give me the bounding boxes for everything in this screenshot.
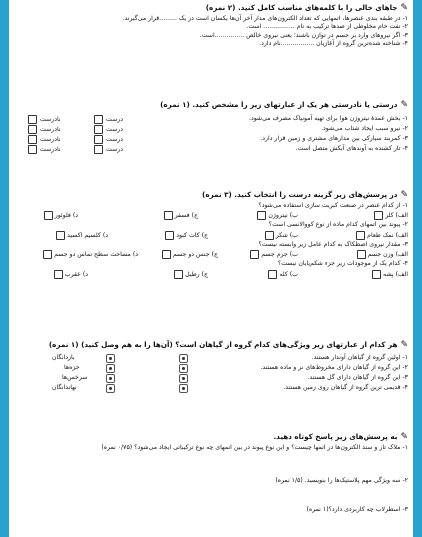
tf-statement: ۲- نیرو سبب ایجاد شتاب می‌شود. bbox=[321, 125, 408, 132]
mc-checkbox[interactable] bbox=[165, 231, 174, 240]
mc-checkbox[interactable] bbox=[174, 270, 183, 279]
section-multiple-choice bbox=[14, 190, 408, 280]
mc-option[interactable] bbox=[250, 250, 298, 259]
mc-option-label: الف) پشه bbox=[383, 270, 408, 278]
mc-option[interactable] bbox=[174, 270, 208, 279]
mc-option-label: الف) وزن جسم bbox=[367, 251, 408, 259]
tf-true-label: درست bbox=[106, 116, 124, 123]
match-statement: ۴- قدیمی ترین گروه از گیاهان روی زمین هستند. bbox=[283, 384, 408, 391]
mc-question: ۳- مقدار نیروی اصطکاک به کدام عامل زیر وابسته نیست؟ bbox=[258, 240, 408, 248]
tf-true-label: درست bbox=[106, 146, 124, 153]
question-line: ۲- نفت خام مخلوطی از صدها ترکیب به نام ................ است. bbox=[246, 23, 408, 31]
mc-option[interactable] bbox=[162, 250, 218, 259]
mc-checkbox[interactable] bbox=[357, 250, 366, 259]
mc-option[interactable] bbox=[372, 270, 408, 279]
question-line: ۴- شناخته شده‌ترین گروه از آغازیان .................نام دارد. bbox=[259, 40, 408, 48]
mc-option-label: د) فلوئور bbox=[54, 212, 78, 220]
mc-option[interactable] bbox=[268, 270, 298, 279]
match-row bbox=[14, 353, 408, 363]
exam-content bbox=[14, 0, 408, 537]
mc-option[interactable] bbox=[357, 250, 408, 259]
mc-option[interactable] bbox=[43, 250, 138, 259]
mc-options bbox=[14, 210, 408, 221]
mc-option-label: ب) نیتروژن bbox=[268, 212, 298, 220]
mc-options bbox=[14, 249, 408, 260]
match-option: سرخس‌ها bbox=[62, 374, 88, 381]
mc-option[interactable] bbox=[374, 211, 408, 220]
tf-true-checkbox[interactable] bbox=[94, 115, 103, 124]
mc-checkbox[interactable] bbox=[257, 211, 266, 220]
tf-statement: ۱- بخش عمدهٔ نیتروژن هوا برای تهیه آمونیاک مصرف می‌شود. bbox=[249, 115, 408, 122]
tf-true-label: درست bbox=[106, 126, 124, 133]
match-statement: ۲- این گروه از گیاهان دارای مخروط‌های نر و ماده هستند. bbox=[260, 364, 408, 371]
match-right-dot[interactable] bbox=[106, 384, 115, 393]
tf-statement: ۳- کمربند سیارکی بین مدارهای مشتری و زمین قرار دارد. bbox=[260, 135, 408, 142]
tf-true-option[interactable] bbox=[94, 125, 123, 134]
match-left-dot[interactable] bbox=[179, 374, 188, 383]
mc-option-label: ج) کات کبود bbox=[176, 231, 208, 239]
mc-checkbox[interactable] bbox=[44, 211, 53, 220]
tf-row bbox=[14, 124, 408, 134]
mc-checkbox[interactable] bbox=[56, 231, 65, 240]
tf-true-option[interactable] bbox=[94, 145, 123, 154]
match-left-dot[interactable] bbox=[179, 354, 188, 363]
mc-options bbox=[14, 230, 408, 241]
match-statement: ۱- اولین گروه از گیاهان آوندار هستند. bbox=[311, 354, 408, 361]
tf-row bbox=[14, 134, 408, 144]
tf-false-checkbox[interactable] bbox=[28, 115, 37, 124]
page-border-right bbox=[413, 0, 422, 537]
mc-option-label: ب) جرم جسم bbox=[261, 251, 298, 259]
match-right-dot[interactable] bbox=[106, 374, 115, 383]
section-title: در پرسش‌های زیر گزینه درست را انتخاب کنید. (۳ نمره) bbox=[202, 190, 398, 199]
mc-option[interactable] bbox=[44, 211, 78, 220]
mc-option-label: ج) جنس دو جسم bbox=[172, 251, 218, 259]
mc-checkbox[interactable] bbox=[372, 270, 381, 279]
mc-option-label: ج) رطیل bbox=[185, 270, 208, 278]
section-title: هر کدام از عبارتهای زیر ویژگی‌های کدام گروه از گیاهان است؟ (آن‌ها را به هم وصل کنید) (۱ نمره) bbox=[48, 340, 398, 349]
mc-option-label: د) کلسیم اکسید bbox=[67, 231, 108, 239]
mc-option-label: الف) کلر bbox=[385, 212, 408, 220]
page-border-left bbox=[0, 0, 9, 537]
short-answer-q2-block bbox=[14, 477, 408, 485]
short-answer-question: ۳- اسطرلاب چه کاربردی دارد؟(۱ نمره) bbox=[306, 506, 408, 513]
mc-checkbox[interactable] bbox=[356, 231, 365, 240]
mc-question: ۲- پیوند بین اتمهای کدام ماده از نوع کووالانسی است؟ bbox=[268, 221, 408, 229]
mc-option-label: الف) نمک طعام bbox=[367, 231, 408, 239]
tf-false-checkbox[interactable] bbox=[28, 135, 37, 144]
mc-option-label: ب) کله bbox=[279, 270, 298, 278]
tf-row bbox=[14, 114, 408, 124]
mc-option[interactable] bbox=[56, 231, 108, 240]
mc-checkbox[interactable] bbox=[54, 270, 63, 279]
tf-false-checkbox[interactable] bbox=[28, 145, 37, 154]
mc-checkbox[interactable] bbox=[43, 250, 52, 259]
section-matching bbox=[14, 340, 408, 393]
tf-false-label: نادرست bbox=[40, 146, 61, 153]
short-answer-q3-block bbox=[14, 506, 408, 514]
pencil-icon: ✎ bbox=[400, 3, 408, 13]
tf-true-checkbox[interactable] bbox=[94, 125, 103, 134]
mc-option[interactable] bbox=[257, 211, 298, 220]
tf-row bbox=[14, 144, 408, 154]
match-option: نهاندانگان bbox=[52, 384, 77, 391]
mc-option[interactable] bbox=[165, 231, 208, 240]
section-title: به پرسش‌های زیر پاسخ کوتاه دهید. bbox=[273, 432, 398, 441]
tf-false-option[interactable] bbox=[28, 115, 61, 124]
match-left-dot[interactable] bbox=[179, 384, 188, 393]
tf-false-option[interactable] bbox=[28, 125, 61, 134]
tf-false-label: نادرست bbox=[40, 126, 61, 133]
question-line: ۳- اگر نیروهای وارد بر جسم در توازن باشند؛ یعنی نیروی خالص ...............است. bbox=[199, 31, 408, 39]
section-heading bbox=[14, 190, 408, 200]
mc-option-label: د) مساحت سطح تماس دو جسم bbox=[54, 251, 138, 259]
mc-option[interactable] bbox=[356, 231, 408, 240]
mc-checkbox[interactable] bbox=[250, 250, 259, 259]
mc-option[interactable] bbox=[54, 270, 88, 279]
mc-checkbox[interactable] bbox=[374, 211, 383, 220]
tf-true-option[interactable] bbox=[94, 135, 123, 144]
mc-checkbox[interactable] bbox=[265, 231, 274, 240]
section-title: درستی یا نادرستی هر یک از عبارتهای زیر را مشخص کنید. (۱ نمره) bbox=[160, 100, 398, 109]
match-row bbox=[14, 363, 408, 373]
match-row bbox=[14, 383, 408, 393]
tf-statement: ۴- تار کشنده به آوندهای آبکش متصل است. bbox=[295, 145, 408, 152]
tf-false-option[interactable] bbox=[28, 135, 61, 144]
pencil-icon: ✎ bbox=[400, 340, 408, 350]
match-left-dot[interactable] bbox=[179, 364, 188, 373]
pencil-icon: ✎ bbox=[400, 190, 408, 200]
pencil-icon: ✎ bbox=[400, 100, 408, 110]
short-answer-question: ۲- سه ویژگی مهم پلاستیک‌ها را بنویسید. (۱/۵ نمره) bbox=[275, 477, 408, 484]
match-row bbox=[14, 373, 408, 383]
pencil-icon: ✎ bbox=[400, 432, 408, 442]
mc-option[interactable] bbox=[265, 231, 298, 240]
match-option: خزه‌ها bbox=[64, 364, 80, 371]
tf-false-checkbox[interactable] bbox=[28, 125, 37, 134]
short-answer-question: ۱- ملاک تار و ستد الکترون‌ها در اتمها چیست؟ و این نوع پیوند در بین اتمهای چه نوع ترکیباتی ایجاد می‌شود؟ (۰/۷۵ نمره) bbox=[101, 444, 408, 451]
question-line: ۱- در طبقه بندی عنصرها، اتمهایی که تعداد الکترون‌های مدار آخر آن‌ها یکسان است در یک .........قرار می‌گیرند. bbox=[122, 15, 408, 22]
tf-true-label: درست bbox=[106, 136, 124, 143]
section-heading bbox=[14, 340, 408, 350]
tf-true-checkbox[interactable] bbox=[94, 145, 103, 154]
section-true-false bbox=[14, 100, 408, 154]
mc-option-label: ج) فسفر bbox=[174, 212, 198, 220]
mc-checkbox[interactable] bbox=[162, 250, 171, 259]
section-fill-blanks bbox=[14, 3, 408, 49]
section-heading bbox=[14, 100, 408, 110]
match-option: بازدانگان bbox=[52, 354, 75, 361]
mc-option[interactable] bbox=[164, 211, 198, 220]
match-right-dot[interactable] bbox=[106, 354, 115, 363]
mc-option-label: د) عقرب bbox=[64, 270, 88, 278]
tf-false-option[interactable] bbox=[28, 145, 61, 154]
section-title: جاهای خالی را با کلمه‌های مناسب کامل کنید. (۲ نمره) bbox=[205, 3, 398, 12]
section-short-answer bbox=[14, 432, 408, 452]
section-heading bbox=[14, 432, 408, 442]
section-heading bbox=[14, 3, 408, 13]
mc-checkbox[interactable] bbox=[164, 211, 173, 220]
tf-true-option[interactable] bbox=[94, 115, 123, 124]
match-statement: ۳- این گروه از گیاهان دارای گل هستند. bbox=[307, 374, 408, 381]
mc-option-label: ب) شکر bbox=[275, 231, 298, 239]
mc-question: ۱- از کدام عنصر در صنعت کبریت سازی استفاده می‌شود؟ bbox=[258, 202, 408, 209]
tf-false-label: نادرست bbox=[40, 116, 61, 123]
match-right-dot[interactable] bbox=[106, 364, 115, 373]
mc-question: ۴- کدام یک از موجودات زیر جزء شکم‌پایان نیست؟ bbox=[277, 260, 408, 268]
mc-options bbox=[14, 269, 408, 280]
tf-true-checkbox[interactable] bbox=[94, 135, 103, 144]
mc-checkbox[interactable] bbox=[268, 270, 277, 279]
tf-false-label: نادرست bbox=[40, 136, 61, 143]
